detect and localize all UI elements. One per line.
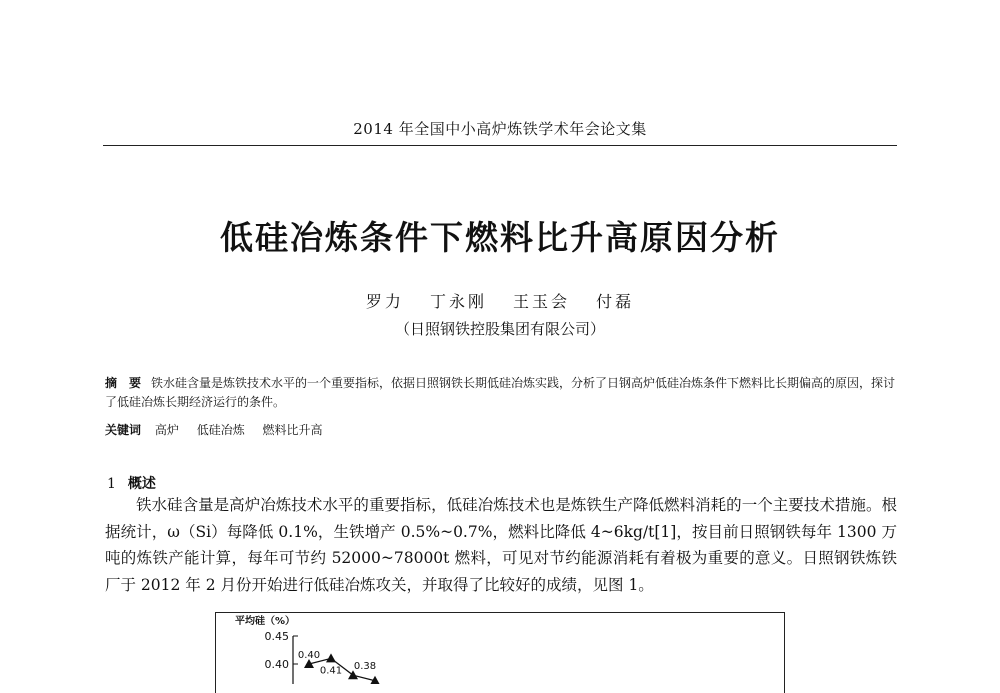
figure-1-chart xyxy=(215,612,785,684)
header-rule xyxy=(103,145,897,146)
data-label: 0.38 xyxy=(353,661,377,673)
data-label: 0.40 xyxy=(297,650,321,661)
chart-plot xyxy=(215,612,785,684)
keyword: 高炉 xyxy=(154,423,179,437)
keyword: 燃料比升高 xyxy=(262,423,323,437)
author-name: 王玉会 xyxy=(513,292,571,311)
abstract-label: 摘 要 xyxy=(105,376,142,390)
section-title: 概述 xyxy=(127,476,156,492)
abstract-text: 铁水硅含量是炼铁技术水平的一个重要指标，依据日照钢铁长期低硅冶炼实践，分析了日钢高炉低硅冶炼条件下燃料比长期偏高的原因，探讨了低硅冶炼长期经济运行的条件。 xyxy=(105,376,896,409)
keywords-label: 关键词 xyxy=(105,423,142,437)
y-axis-label: 平均硅（%） xyxy=(235,616,296,627)
y-tick-label: 0.45 xyxy=(264,630,289,643)
keyword: 低硅冶炼 xyxy=(196,423,245,437)
paper-title: 低硅冶炼条件下燃料比升高原因分析 xyxy=(220,218,780,257)
section-paragraph: 铁水硅含量是高炉冶炼技术水平的重要指标，低硅冶炼技术也是炼铁生产降低燃料消耗的一个主要技术措施。根据统计，ω（Si）每降低 0.1%，生铁增产 0.5%~0.7%，燃料比降低 4~6kg/t[1]，按目前日照钢铁每年 1300 万吨的炼铁产能计算，每年可节约 52000~78000t 燃料，可见对节约能源消耗有着极为重要的意义。日照钢铁炼铁厂于 2012 年 2 月份开始进行低硅冶炼攻关，并取得了比较好的成绩，见图 1。 xyxy=(105,496,897,594)
keywords xyxy=(105,421,897,438)
running-header: 2014 年全国中小高炉炼铁学术年会论文集 xyxy=(353,120,647,138)
abstract xyxy=(105,374,897,412)
author-name: 丁永刚 xyxy=(429,292,487,311)
author-name: 付磊 xyxy=(596,292,635,311)
section-heading xyxy=(107,473,156,493)
affiliation: （日照钢铁控股集团有限公司） xyxy=(394,320,605,338)
data-label: 0.41 xyxy=(319,665,343,677)
author-list xyxy=(0,289,1000,312)
section-number: 1 xyxy=(107,476,116,492)
y-tick-label: 0.40 xyxy=(264,658,289,671)
author-name: 罗力 xyxy=(365,292,404,311)
data-point-marker xyxy=(326,653,336,662)
